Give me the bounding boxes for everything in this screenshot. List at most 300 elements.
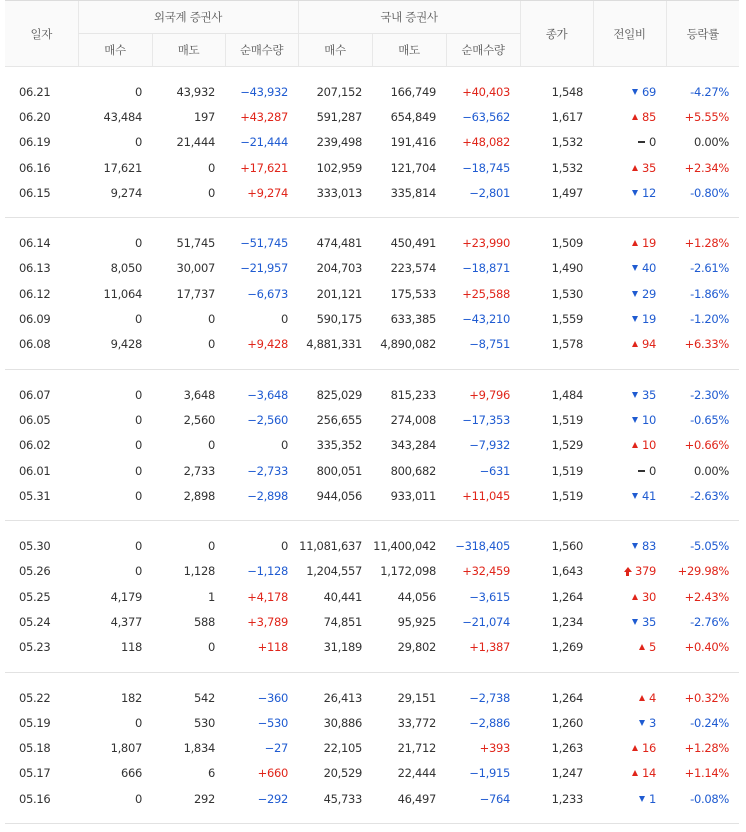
limit-up-arrow-icon <box>624 567 632 576</box>
domestic-buy-cell: 256,655 <box>316 412 363 427</box>
domestic-buy-cell: 201,121 <box>316 286 363 301</box>
table-row <box>5 433 739 458</box>
foreign-net-cell: −2,898 <box>247 488 289 503</box>
group-divider <box>5 660 739 673</box>
domestic-sell-cell: 166,749 <box>390 84 437 99</box>
unchanged-dash-icon <box>638 470 645 472</box>
date-cell: 05.31 <box>19 488 51 503</box>
domestic-buy-cell: 800,051 <box>316 463 363 478</box>
domestic-buy-cell: 333,013 <box>316 185 363 200</box>
table-row <box>5 458 739 483</box>
foreign-buy-cell: 0 <box>134 539 142 554</box>
header-domestic-net: 순매수량 <box>446 34 520 67</box>
foreign-net-cell: −292 <box>257 791 289 806</box>
change-cell <box>593 180 666 205</box>
change-cell <box>593 786 666 811</box>
domestic-net-cell: −2,886 <box>469 715 511 730</box>
domestic-sell-cell: 1,172,098 <box>380 564 437 579</box>
domestic-sell-cell: 274,008 <box>390 412 437 427</box>
rate-cell: +6.33% <box>684 337 730 352</box>
domestic-buy-cell: 45,733 <box>323 791 363 806</box>
table-row <box>5 382 739 407</box>
header-foreign-sell: 매도 <box>152 34 225 67</box>
date-cell: 06.14 <box>19 236 51 251</box>
foreign-net-cell: +43,287 <box>240 109 289 124</box>
header-change: 전일비 <box>593 1 666 67</box>
foreign-net-cell: +9,274 <box>247 185 289 200</box>
change-cell <box>593 306 666 331</box>
change-cell <box>593 104 666 129</box>
close-price-cell: 1,484 <box>551 387 584 402</box>
domestic-buy-cell: 207,152 <box>316 84 363 99</box>
foreign-sell-cell: 0 <box>207 438 215 453</box>
foreign-sell-cell: 6 <box>207 766 215 781</box>
date-cell: 05.18 <box>19 741 51 756</box>
domestic-net-cell: +25,588 <box>462 286 511 301</box>
domestic-net-cell: +48,082 <box>462 135 511 150</box>
up-triangle-icon <box>632 442 638 448</box>
change-value: 1 <box>649 791 657 806</box>
change-value: 0 <box>649 135 657 150</box>
date-cell: 05.22 <box>19 690 51 705</box>
group-divider <box>5 811 739 824</box>
table-row <box>5 256 739 281</box>
rate-cell: +0.32% <box>684 690 730 705</box>
domestic-buy-cell: 591,287 <box>316 109 363 124</box>
change-cell <box>593 559 666 584</box>
down-triangle-icon <box>632 89 638 95</box>
foreign-net-cell: −51,745 <box>240 236 289 251</box>
domestic-buy-cell: 20,529 <box>323 766 363 781</box>
foreign-sell-cell: 43,932 <box>176 84 215 99</box>
change-value: 5 <box>649 640 657 655</box>
down-triangle-icon <box>632 392 638 398</box>
rate-cell: -2.76% <box>690 614 730 629</box>
table-row <box>5 155 739 180</box>
header-rate: 등락률 <box>666 1 739 67</box>
change-cell <box>593 736 666 761</box>
foreign-buy-cell: 0 <box>134 564 142 579</box>
foreign-buy-cell: 0 <box>134 715 142 730</box>
close-price-cell: 1,532 <box>551 160 584 175</box>
date-cell: 06.21 <box>19 84 51 99</box>
date-cell: 06.01 <box>19 463 51 478</box>
down-triangle-icon <box>639 796 645 802</box>
down-triangle-icon <box>632 543 638 549</box>
close-price-cell: 1,269 <box>551 640 584 655</box>
foreign-buy-cell: 43,484 <box>103 109 142 124</box>
date-cell: 06.07 <box>19 387 51 402</box>
foreign-sell-cell: 588 <box>193 614 215 629</box>
foreign-net-cell: +118 <box>257 640 289 655</box>
foreign-buy-cell: 1,807 <box>110 741 142 756</box>
table-row <box>5 332 739 357</box>
rate-cell: -0.24% <box>690 715 730 730</box>
foreign-net-cell: −2,733 <box>247 463 289 478</box>
domestic-buy-cell: 11,081,637 <box>299 539 363 554</box>
domestic-net-cell: −63,562 <box>462 109 511 124</box>
date-cell: 06.02 <box>19 438 51 453</box>
date-cell: 06.09 <box>19 312 51 327</box>
domestic-sell-cell: 22,444 <box>397 766 437 781</box>
change-value: 14 <box>641 766 657 781</box>
close-price-cell: 1,578 <box>551 337 584 352</box>
change-value: 30 <box>641 589 657 604</box>
change-cell <box>593 584 666 609</box>
date-cell: 05.16 <box>19 791 51 806</box>
domestic-buy-cell: 74,851 <box>323 614 363 629</box>
header-domestic-brokers: 국내 증권사 <box>298 1 520 34</box>
header-foreign-net: 순매수량 <box>225 34 298 67</box>
rate-cell: 0.00% <box>693 463 730 478</box>
rate-cell: -4.27% <box>690 84 730 99</box>
domestic-buy-cell: 1,204,557 <box>306 564 363 579</box>
foreign-buy-cell: 8,050 <box>110 261 142 276</box>
rate-cell: -2.63% <box>690 488 730 503</box>
table-row <box>5 483 739 508</box>
header-domestic-sell: 매도 <box>372 34 446 67</box>
domestic-buy-cell: 22,105 <box>323 741 363 756</box>
foreign-net-cell: 0 <box>281 312 289 327</box>
foreign-sell-cell: 0 <box>207 640 215 655</box>
change-value: 35 <box>641 160 657 175</box>
up-triangle-icon <box>632 165 638 171</box>
foreign-sell-cell: 530 <box>193 715 215 730</box>
date-cell: 06.15 <box>19 185 51 200</box>
trading-table <box>5 0 739 824</box>
domestic-net-cell: −17,353 <box>462 412 511 427</box>
close-price-cell: 1,264 <box>551 690 584 705</box>
close-price-cell: 1,263 <box>551 741 584 756</box>
domestic-buy-cell: 40,441 <box>323 589 363 604</box>
table-row <box>5 104 739 129</box>
rate-cell: 0.00% <box>693 135 730 150</box>
domestic-net-cell: +40,403 <box>462 84 511 99</box>
rate-cell: +1.28% <box>684 741 730 756</box>
rate-cell: -2.30% <box>690 387 730 402</box>
change-value: 12 <box>641 185 657 200</box>
domestic-sell-cell: 44,056 <box>397 589 437 604</box>
close-price-cell: 1,529 <box>551 438 584 453</box>
table-row <box>5 281 739 306</box>
foreign-sell-cell: 51,745 <box>176 236 215 251</box>
rate-cell: -5.05% <box>690 539 730 554</box>
domestic-net-cell: +9,796 <box>469 387 511 402</box>
change-value: 3 <box>649 715 657 730</box>
domestic-sell-cell: 933,011 <box>390 488 437 503</box>
domestic-buy-cell: 4,881,331 <box>306 337 363 352</box>
change-value: 19 <box>641 312 657 327</box>
domestic-buy-cell: 239,498 <box>316 135 363 150</box>
change-cell <box>593 458 666 483</box>
change-cell <box>593 332 666 357</box>
domestic-buy-cell: 335,352 <box>316 438 363 453</box>
foreign-buy-cell: 0 <box>134 312 142 327</box>
foreign-sell-cell: 542 <box>193 690 215 705</box>
down-triangle-icon <box>632 265 638 271</box>
close-price-cell: 1,490 <box>551 261 584 276</box>
domestic-sell-cell: 450,491 <box>390 236 437 251</box>
foreign-sell-cell: 2,560 <box>183 412 215 427</box>
group-spacer <box>5 672 739 685</box>
foreign-buy-cell: 9,274 <box>110 185 142 200</box>
domestic-net-cell: −2,801 <box>469 185 511 200</box>
foreign-sell-cell: 30,007 <box>176 261 215 276</box>
foreign-sell-cell: 292 <box>193 791 215 806</box>
foreign-sell-cell: 2,733 <box>183 463 215 478</box>
close-price-cell: 1,643 <box>551 564 584 579</box>
change-value: 85 <box>641 109 657 124</box>
change-value: 4 <box>649 690 657 705</box>
domestic-sell-cell: 29,151 <box>397 690 437 705</box>
date-cell: 06.13 <box>19 261 51 276</box>
foreign-buy-cell: 182 <box>120 690 142 705</box>
up-triangle-icon <box>632 341 638 347</box>
rate-cell: -0.65% <box>690 412 730 427</box>
table-row <box>5 786 739 811</box>
domestic-sell-cell: 121,704 <box>390 160 437 175</box>
foreign-net-cell: +9,428 <box>247 337 289 352</box>
change-value: 40 <box>641 261 657 276</box>
change-cell <box>593 155 666 180</box>
rate-cell: -1.20% <box>690 312 730 327</box>
domestic-net-cell: −1,915 <box>469 766 511 781</box>
date-cell: 05.17 <box>19 766 51 781</box>
group-spacer <box>5 369 739 382</box>
change-cell <box>593 130 666 155</box>
rate-cell: -0.08% <box>690 791 730 806</box>
change-cell <box>593 433 666 458</box>
table-row <box>5 230 739 255</box>
domestic-net-cell: −3,615 <box>469 589 511 604</box>
change-value: 19 <box>641 236 657 251</box>
down-triangle-icon <box>632 619 638 625</box>
domestic-sell-cell: 95,925 <box>397 614 437 629</box>
change-value: 94 <box>641 337 657 352</box>
foreign-net-cell: −1,128 <box>247 564 289 579</box>
domestic-sell-cell: 29,802 <box>397 640 437 655</box>
foreign-buy-cell: 0 <box>134 135 142 150</box>
date-cell: 05.25 <box>19 589 51 604</box>
change-value: 16 <box>641 741 657 756</box>
close-price-cell: 1,234 <box>551 614 584 629</box>
domestic-buy-cell: 474,481 <box>316 236 363 251</box>
domestic-sell-cell: 223,574 <box>390 261 437 276</box>
foreign-net-cell: +4,178 <box>247 589 289 604</box>
foreign-sell-cell: 0 <box>207 539 215 554</box>
close-price-cell: 1,519 <box>551 463 584 478</box>
foreign-buy-cell: 11,064 <box>103 286 142 301</box>
up-triangle-icon <box>632 240 638 246</box>
date-cell: 06.19 <box>19 135 51 150</box>
domestic-sell-cell: 4,890,082 <box>380 337 437 352</box>
foreign-buy-cell: 0 <box>134 84 142 99</box>
change-value: 29 <box>641 286 657 301</box>
change-cell <box>593 710 666 735</box>
rate-cell: +0.40% <box>684 640 730 655</box>
foreign-sell-cell: 197 <box>193 109 215 124</box>
table-row <box>5 130 739 155</box>
date-cell: 06.12 <box>19 286 51 301</box>
domestic-net-cell: −43,210 <box>462 312 511 327</box>
table-row <box>5 533 739 558</box>
down-triangle-icon <box>632 316 638 322</box>
table-row <box>5 180 739 205</box>
change-cell <box>593 256 666 281</box>
down-triangle-icon <box>632 493 638 499</box>
foreign-net-cell: −6,673 <box>247 286 289 301</box>
up-triangle-icon <box>632 114 638 120</box>
table-row <box>5 584 739 609</box>
rate-cell: +1.28% <box>684 236 730 251</box>
down-triangle-icon <box>632 190 638 196</box>
domestic-sell-cell: 46,497 <box>397 791 437 806</box>
group-divider <box>5 205 739 218</box>
change-value: 0 <box>649 463 657 478</box>
table-row <box>5 609 739 634</box>
rate-cell: +2.43% <box>684 589 730 604</box>
change-value: 35 <box>641 387 657 402</box>
domestic-sell-cell: 654,849 <box>390 109 437 124</box>
header-date: 일자 <box>5 1 78 67</box>
change-cell <box>593 382 666 407</box>
group-divider <box>5 357 739 370</box>
change-value: 379 <box>634 564 657 579</box>
change-cell <box>593 79 666 104</box>
close-price-cell: 1,260 <box>551 715 584 730</box>
up-triangle-icon <box>632 745 638 751</box>
table-row <box>5 761 739 786</box>
table-row <box>5 685 739 710</box>
table-row <box>5 306 739 331</box>
change-cell <box>593 533 666 558</box>
foreign-net-cell: −21,444 <box>240 135 289 150</box>
date-cell: 06.16 <box>19 160 51 175</box>
date-cell: 06.08 <box>19 337 51 352</box>
rate-cell: -1.86% <box>690 286 730 301</box>
foreign-sell-cell: 1,834 <box>183 741 215 756</box>
change-value: 41 <box>641 488 657 503</box>
close-price-cell: 1,509 <box>551 236 584 251</box>
group-divider <box>5 508 739 521</box>
group-spacer <box>5 218 739 231</box>
date-cell: 05.19 <box>19 715 51 730</box>
up-triangle-icon <box>632 594 638 600</box>
foreign-net-cell: +17,621 <box>240 160 289 175</box>
domestic-buy-cell: 30,886 <box>323 715 363 730</box>
foreign-sell-cell: 0 <box>207 337 215 352</box>
table-row <box>5 736 739 761</box>
date-cell: 05.26 <box>19 564 51 579</box>
header-close: 종가 <box>520 1 593 67</box>
foreign-net-cell: 0 <box>281 539 289 554</box>
domestic-buy-cell: 31,189 <box>323 640 363 655</box>
foreign-sell-cell: 1,128 <box>183 564 215 579</box>
rate-cell: +0.66% <box>684 438 730 453</box>
close-price-cell: 1,247 <box>551 766 584 781</box>
foreign-buy-cell: 666 <box>120 766 142 781</box>
domestic-net-cell: −764 <box>479 791 511 806</box>
foreign-buy-cell: 118 <box>120 640 142 655</box>
domestic-net-cell: +393 <box>479 741 511 756</box>
foreign-sell-cell: 21,444 <box>176 135 215 150</box>
group-spacer <box>5 67 739 80</box>
table-row <box>5 710 739 735</box>
foreign-buy-cell: 0 <box>134 791 142 806</box>
domestic-sell-cell: 191,416 <box>390 135 437 150</box>
domestic-sell-cell: 800,682 <box>390 463 437 478</box>
rate-cell: +5.55% <box>684 109 730 124</box>
rate-cell: +2.34% <box>684 160 730 175</box>
change-value: 10 <box>641 438 657 453</box>
change-cell <box>593 483 666 508</box>
domestic-buy-cell: 102,959 <box>316 160 363 175</box>
domestic-sell-cell: 815,233 <box>390 387 437 402</box>
change-cell <box>593 407 666 432</box>
change-cell <box>593 609 666 634</box>
table-row <box>5 635 739 660</box>
domestic-net-cell: −318,405 <box>455 539 511 554</box>
foreign-net-cell: −43,932 <box>240 84 289 99</box>
up-triangle-icon <box>639 644 645 650</box>
close-price-cell: 1,548 <box>551 84 584 99</box>
domestic-sell-cell: 335,814 <box>390 185 437 200</box>
domestic-buy-cell: 825,029 <box>316 387 363 402</box>
close-price-cell: 1,497 <box>551 185 584 200</box>
up-triangle-icon <box>639 695 645 701</box>
domestic-net-cell: −2,738 <box>469 690 511 705</box>
foreign-net-cell: −21,957 <box>240 261 289 276</box>
header-foreign-buy: 매수 <box>78 34 152 67</box>
domestic-sell-cell: 343,284 <box>390 438 437 453</box>
date-cell: 06.05 <box>19 412 51 427</box>
close-price-cell: 1,519 <box>551 412 584 427</box>
date-cell: 05.24 <box>19 614 51 629</box>
change-value: 35 <box>641 614 657 629</box>
foreign-net-cell: −2,560 <box>247 412 289 427</box>
domestic-sell-cell: 33,772 <box>397 715 437 730</box>
close-price-cell: 1,559 <box>551 312 584 327</box>
domestic-net-cell: −18,871 <box>462 261 511 276</box>
change-value: 83 <box>641 539 657 554</box>
foreign-buy-cell: 0 <box>134 438 142 453</box>
table-row <box>5 79 739 104</box>
table-header <box>5 1 739 67</box>
domestic-sell-cell: 175,533 <box>390 286 437 301</box>
domestic-net-cell: −8,751 <box>469 337 511 352</box>
foreign-buy-cell: 0 <box>134 488 142 503</box>
rate-cell: +29.98% <box>677 564 730 579</box>
domestic-buy-cell: 590,175 <box>316 312 363 327</box>
down-triangle-icon <box>632 291 638 297</box>
domestic-net-cell: −7,932 <box>469 438 511 453</box>
change-cell <box>593 635 666 660</box>
header-domestic-buy: 매수 <box>298 34 372 67</box>
foreign-buy-cell: 9,428 <box>110 337 142 352</box>
close-price-cell: 1,617 <box>551 109 584 124</box>
domestic-net-cell: −21,074 <box>462 614 511 629</box>
foreign-buy-cell: 0 <box>134 236 142 251</box>
rate-cell: -0.80% <box>690 185 730 200</box>
down-triangle-icon <box>632 417 638 423</box>
domestic-net-cell: +23,990 <box>462 236 511 251</box>
domestic-net-cell: +32,459 <box>462 564 511 579</box>
change-cell <box>593 685 666 710</box>
close-price-cell: 1,532 <box>551 135 584 150</box>
foreign-net-cell: −27 <box>264 741 289 756</box>
foreign-net-cell: 0 <box>281 438 289 453</box>
foreign-buy-cell: 17,621 <box>103 160 142 175</box>
